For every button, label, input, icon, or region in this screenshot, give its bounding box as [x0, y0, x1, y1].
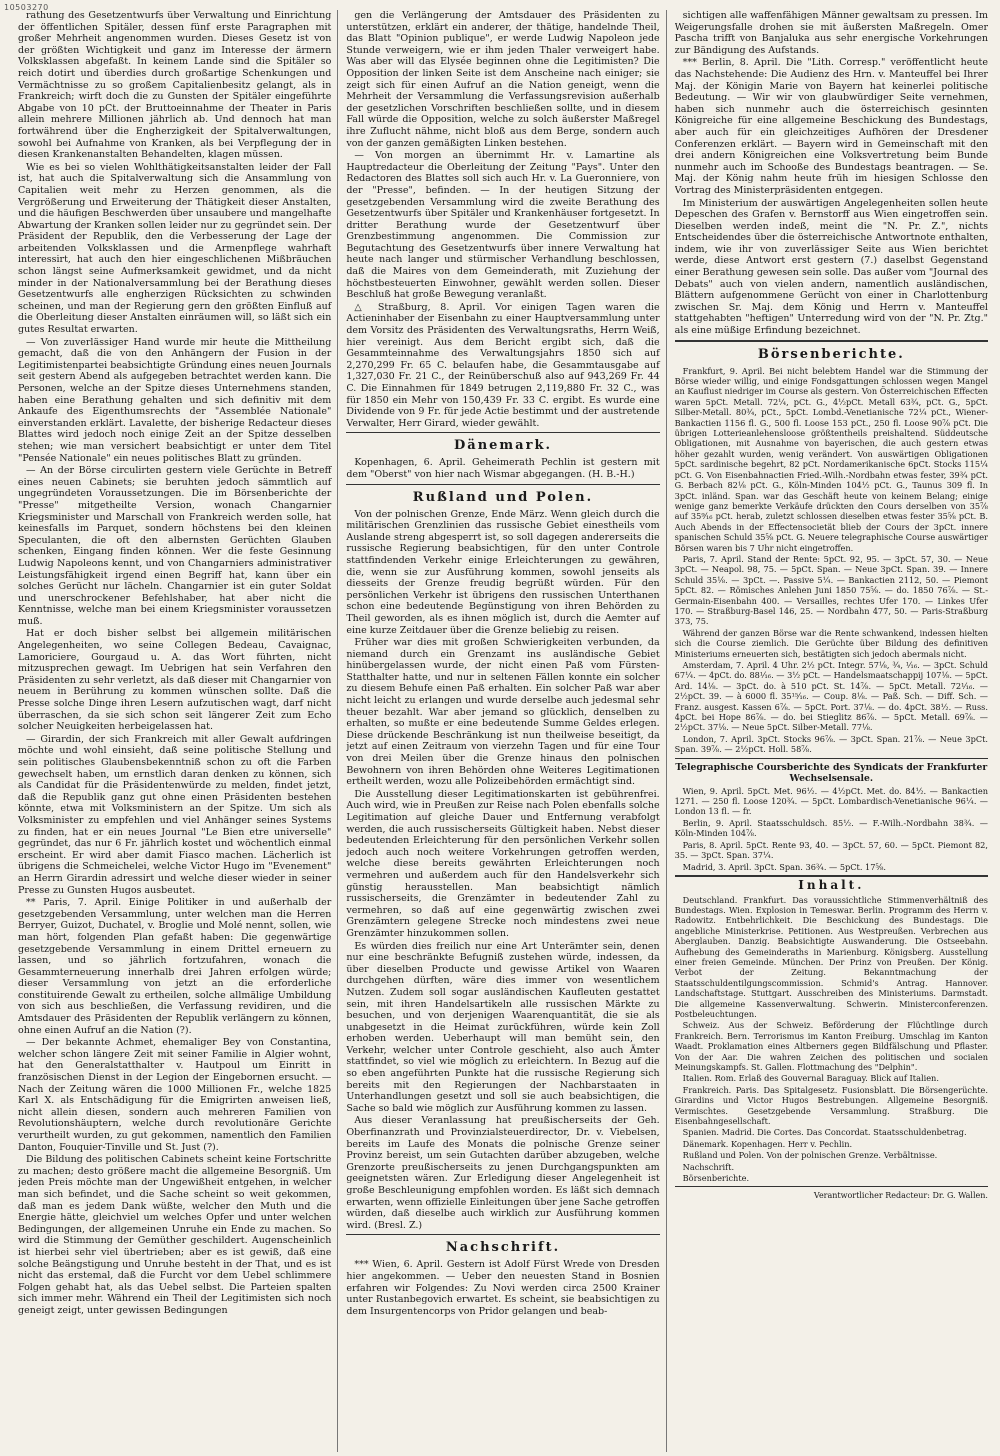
telegraph-heading: Telegraphische Coursberichte des Syndicats der Frankfurter Wechselsensale.	[675, 761, 988, 784]
paragraph: — An der Börse circulirten gestern viele Gerüchte in Betreff eines neuen Cabinets; sie beruhten jedoch sämmtlich auf ungegründeten Voraussetzungen. Die im Börsenberichte der "Presse" mitgetheilte Version, wonach Changarnier Kriegsminister und Marschall von Frankreich werden solle, hat keinesfalls im Parquet, sondern höchstens bei den kleinen Speculanten, die oft den albernsten Gerüchten Glauben schenken, Eingang finden können. Wer die feste Gesinnung Ludwig Napoleons kennt, und von Changarniers administrativer Leistungsfähigkeit irgend einen Begriff hat, kann über ein solches Gerücht nur lächeln. Changarnier ist ein guter Soldat und unerschrockener Befehlshaber, hat aber nicht die Kenntnisse, welche man bei einem Kriegsminister voraussetzen muß.	[18, 465, 332, 627]
contents-heading: Inhalt.	[798, 877, 865, 892]
column-2	[346, 10, 666, 1452]
editor-line: Verantwortlicher Redacteur: Dr. G. Wallen.	[813, 1191, 988, 1201]
divider	[346, 1234, 659, 1235]
paragraph: Die Bildung des politischen Cabinets scheint keine Fortschritte zu machen; desto größere macht die allgemeine Besorgniß. Um jeden Preis möchte man der Ungewißheit entgehen, in welcher man sich befindet, und die Sache scheint so weit gekommen, daß man es jedem Dank wüßte, welcher den Muth und die Energie hätte, gleichviel um welches Opfer und unter welchen Bedingungen, der allgemeinen Unruhe ein Ende zu machen. So wird die Stimmung der Gemüther geschildert. Augenscheinlich ist hierbei sehr viel übertrieben; aber es ist gewiß, daß eine solche Beängstigung und Unruhe besteht in der That, und es ist nicht das erstemal, daß die Furcht vor dem Uebel schlimmere Folgen gehabt hat, als das Uebel selbst. Die Parteien spalten sich immer mehr. Während ein Theil der Legitimisten sich noch geneigt zeigt, unter gewissen Bedingungen	[18, 1154, 332, 1316]
page-id: 10503270	[4, 3, 49, 12]
paragraph: Hat er doch bisher selbst bei allgemein militärischen Angelegenheiten, wo seine Collegen Bedeau, Cavaignac, Lamoriciere, Gourgaud u. A. das Wort führten, nicht mitzusprechen gewagt. Im Uebrigen hat sein Verfahren den Präsidenten zu sehr verletzt, als daß dieser mit Changarnier von neuem in Berührung zu kommen wünschen sollte. Daß die Presse solche Dinge ihren Lesern aufzutischen wagt, darf nicht überraschen, da sie sich schon seit längerer Zeit zum Echo solcher Neuigkeiten herbeigelassen hat.	[18, 628, 332, 733]
paragraph: Die Ausstellung dieser Legitimationskarten ist gebührenfrei. Auch wird, wie in Preußen zur Reise nach Polen ebenfalls solche Legitimation auf gleiche Dauer und Entfernung verabfolgt werden, die auch russischerseits Gültigkeit haben. Nebst dieser bedeutenden Erleichterung für den persönlichen Verkehr sollen jedoch auch noch weitere Vorkehrungen getroffen werden, welche diese bereits gewährten Erleichterungen noch vermehren und außerdem auch für den Handelsverkehr sich günstig herausstellen. Man beabsichtigt nämlich russischerseits, die Grenzämter in bedeutender Zahl zu vermehren, so daß auf eine gegenwärtig zwischen zwei Grenzämtern gelegene Strecke noch mindestens zwei neue Grenzämter hinzukommen sollen.	[346, 788, 660, 939]
paragraph: sichtigen alle waffenfähigen Männer gewaltsam zu pressen. Im Weigerungsfalle drohen sie mit äußersten Maßregeln. Omer Pascha trifft von Banjaluka aus sehr energische Vorkehrungen zur Bändigung des Aufstands.	[674, 10, 988, 56]
paragraph: rathung des Gesetzentwurfs über Verwaltung und Einrichtung der öffentlichen Spitäler, dessen fünf erste Paragraphen mit großer Mehrheit angenommen wurden. Dieses Gesetz ist von der größten Wichtigkeit und ganz im Interesse der ärmern Volksklassen abgefaßt. In keinem Lande sind die Spitäler so reich dotirt und überdies durch großartige Schenkungen und Vermächtnisse zu so großem Capitalienbesitz gelangt, als in Frankreich; wirft doch die zu Gunsten der Spitäler eingeführte Abgabe von 10 pCt. der Bruttoeinnahme der Theater in Paris allein mehrere Millionen jährlich ab. Und dennoch hat man fortwährend über die Engherzigkeit der Spitalverwaltungen, sowohl bei Aufnahme von Kranken, als bei Verpflegung der in diesen Krankenanstalten Behandelten, klagen müssen.	[18, 10, 332, 161]
paragraph: Wien, 9. April. 5pCt. Met. 96½. — 4½pCt. Met. do. 84½. — Bankactien 1271. — 250 fl. Loose 120¾. — 5pCt. Lombardisch-Venetianische 96¼. — London 13 fl. — fr.	[674, 785, 988, 817]
paragraph: Es würden dies freilich nur eine Art Unterämter sein, denen nur eine beschränkte Befugniß zustehen würde, indessen, da über dieselben Producte und gewisse Artikel von Waaren durchgehen dürften, wäre dies immer von wesentlichem Nutzen. Zudem soll sogar ausländischen Kaufleuten gestattet sein, mit ihren Handelsartikeln alle russischen Märkte zu besuchen, und von derjenigen Waarenquantität, die sie als unabgesetzt in die Heimat zurückführen, würde kein Zoll erhoben werden. Ueberhaupt will man bemüht sein, den Verkehr, welcher unter Controle geschieht, also auch Ämter stattfindet, so viel wie möglich zu erleichtern. In Bezug auf die so eben angeführten Punkte hat die russische Regierung sich bereits mit den Regierungen der Nachbarstaaten in Unterhandlungen gesetzt und soll sie auch beabsichtigen, die Sache so bald wie möglich zur Ausführung kommen zu lassen.	[346, 940, 660, 1114]
paragraph: Von der polnischen Grenze, Ende März. Wenn gleich durch die militärischen Grenzlinien das russische Gebiet einestheils vom Auslande streng abgesperrt ist, so soll dagegen andererseits die russische Regierung beabsichtigen, für den unter Controle stattfindenden Verkehr einige Erleichterungen zu gewähren, die, wenn sie zur Ausführung kommen, sowohl jenseits als diesseits der Grenze freudig begrüßt würden. Für den persönlichen Verkehr ist übrigens den russischen Unterthanen schon eine bedeutende Begünstigung von ihren Behörden zu Theil geworden, als es ihnen möglich ist, durch die Aemter auf eine kurze Zeitdauer über die Grenze beliebig zu reisen.	[346, 508, 660, 636]
section-heading-daenemark: Dänemark.	[454, 438, 552, 454]
contents-entry: Schweiz. Aus der Schweiz. Beförderung der Flüchtlinge durch Frankreich. Bern. Terrorismus im Kanton Freiburg. Umschlag im Kanton Waadt. Proklamation eines Altberners gegen Bildfälschung und Pflaster. Von der Aar. Die wahren Zeichen des politischen und socialen Meinungskampfs. St. Gallen. Flottmachung des "Delphin".	[674, 1020, 988, 1072]
paragraph: London, 7. April. 3pCt. Stocks 96⅞. — 3pCt. Span. 21⅞. — Neue 3pCt. Span. 39⅞. — 2½pCt. Holl. 58⅞.	[674, 733, 988, 755]
contents-entry: Dänemark. Kopenhagen. Herr v. Pechlin.	[682, 1138, 853, 1149]
section-heading-russland: Rußland und Polen.	[412, 489, 594, 505]
paragraph: gen die Verlängerung der Amtsdauer des Präsidenten zu unterstützen, erklärt ein anderer, der thätige, handelnde Theil, das Blatt "Opinion publique", er werde Ludwig Napoleon jede Stunde verweigern, wie er ihm jeden Thaler verweigert habe. Was aber will das Elysée beginnen ohne die Legitimisten? Die Opposition der linken Seite ist dem Anscheine nach einiger; sie zeigt sich für einen Aufruf an die Nation geneigt, wenn die Mehrheit der Versammlung die Verfassungsrevision außerhalb der gesetzlichen Vorschriften beschließen sollte, und in diesem Fall würde die Opposition, welche zu solch äußerster Maßregel ihre Zuflucht nähme, nicht bloß aus dem Berge, sondern auch von der ganzen gemäßigten Linken bestehen.	[346, 10, 660, 149]
column-3	[675, 10, 988, 1452]
paragraph: Im Ministerium der auswärtigen Angelegenheiten sollen heute Depeschen des Grafen v. Bernstorff aus Wien eingetroffen sein. Dieselben werden indeß, meint die "N. Pr. Z.", nichts Entscheidendes über die österreichische Antwortnote enthalten, indem, wie ihr von zuverlässiger Seite aus Wien berichtet werde, diese Antwort erst gestern (7.) daselbst Gegenstand einer Berathung gewesen sein solle. Das außer vom "Journal des Debats" auch von vielen andern, namentlich ausländischen, Blättern aufgenommene Gerücht von einer in Charlottenburg zwischen Sr. Maj. dem König und Herrn v. Manteuffel stattgehabten "heftigen" Unterredung wird von der "N. Pr. Ztg." als eine müßige Erfindung bezeichnet.	[674, 197, 988, 337]
paragraph: *** Berlin, 8. April. Die "Lith. Corresp." veröffentlicht heute das Nachstehende: Die Audienz des Hrn. v. Manteuffel bei Ihrer Maj. der Königin Marie von Bayern hat keinerlei politische Bedeutung. — Wir wir von glaubwürdiger Seite vernehmen, haben sich nunmehr auch die österreichisch gesinnten Königreiche für eine allgemeine Beschickung des Bundestags, aber auch für ein gleichzeitiges Aufhören der Dresdener Conferenzen erklärt. — Bayern wird in Gemeinschaft mit den drei andern Königreichen eine Volksvertretung beim Bunde nunmehr auch im Schooße des Bundestags beantragen. — Se. Maj. der König nahm heute früh im hiesigen Schlosse den Vortrag des Ministerpräsidenten entgegen.	[674, 57, 988, 196]
contents-entry: Frankreich. Paris. Das Spitalgesetz. Fusionsblatt. Die Börsengerüchte. Girardins und Victor Hugos Bestrebungen. Allgemeine Besorgniß. Vermischtes. Gesetzgebende Versammlung. Straßburg. Die Eisenbahngesellschaft.	[674, 1084, 988, 1127]
paragraph: *** Wien, 6. April. Gestern ist Adolf Fürst Wrede von Dresden hier angekommen. — Ueber den neuesten Stand in Bosnien erfahren wir Folgendes: Zu Novi werden circa 2500 Krainer unter Rustanbegovich erwartet. Es scheint, sie beabsichtigen zu dem Insurgentencorps von Pridor gelangen und beab-	[346, 1259, 660, 1317]
contents-entry: Deutschland. Frankfurt. Das voraussichtliche Stimmenverhältniß des Bundestags. Wien. Explosion in Temeswar. Berlin. Programm des Herrn v. Radowitz. Entbehrlichkeit. Die Beschickung des Bundestags. Die angebliche Ministerkrise. Petitionen. Aus Westpreußen. Verbrechen aus Aberglauben. Danzig. Beabsichtigte Auswanderung. Die Ostseebahn. Aufhebung des Gemeinderaths in Marienburg. Königsberg. Ausstellung einer freien Gemeinde. München. Der Prinz von Preußen. Der König. Verbot der Zeitung. Bekanntmachung der Staatsschuldentilgungscommission. Schmid's Antrag. Hannover. Landschaftstage. Stuttgart. Ausschreiben des Ministeriums. Darmstadt. Die allgemeine Kassenverwaltung. Schwerin. Ministerconferenzen. Postbeleuchtungen.	[674, 894, 988, 1019]
contents-entry: Börsenberichte.	[682, 1173, 750, 1184]
paragraph: Paris, 7. April. Stand der Rente: 5pCt. 92, 95. — 3pCt. 57, 30. — Neue 3pCt. — Neapol. 98, 75. — 5pCt. Span. — Neue 3pCt. Span. 39. — Innere Schuld 35⅛. — 3pCt. —. Passive 5¼. — Bankactien 2112, 50. — Piemont 5pCt. 82. — Römisches Anlehen Juni 1850 75⅝. — do. 1850 76⅞. — St.-Germain-Eisenbahn 400. — Versailles, rechtes Ufer 170. — Linkes Ufer 170. — Straßburg-Basel 146, 25. — Nordbahn 477, 50. — Paris-Straßburg 373, 75.	[674, 553, 988, 627]
divider	[675, 758, 988, 759]
section-heading-boerse: Börsenberichte.	[757, 346, 905, 362]
paragraph: Aus dieser Veranlassung hat preußischerseits der Geh. Oberfinanzrath und Provinzialsteuerdirector, Dr. v. Viebelsen, bereits im Laufe des Monats die polnische Grenze seiner Provinz bereist, um sein Gutachten darüber abzugeben, welche Grenzorte preußischerseits zu jenen Durchgangspunkten am geeignetsten wären. Zur Erledigung dieser Angelegenheit ist große Beschleunigung empfohlen worden. Es läßt sich demnach erwarten, wenn offizielle Einleitungen über jene Sache getroffen würden, daß dieselbe auch wirklich zur Ausführung kommen wird. (Bresl. Z.)	[346, 1115, 660, 1231]
divider	[675, 340, 988, 342]
paragraph: △ Straßburg, 8. April. Vor einigen Tagen waren die Actieninhaber der Eisenbahn zu einer Hauptversammlung unter dem Vorsitz des Präsidenten des Verwaltungsraths, Herrn Weiß, hier vereinigt. Aus dem Bericht ergibt sich, daß die Gesammteinnahme des Verwaltungsjahrs 1850 sich auf 2,270,299 Fr. 65 C. belaufen habe, die Gesammtausgabe auf 1,327,030 Fr. 21 C., der Reinüberschuß also auf 943,269 Fr. 44 C. Die Einnahmen für 1849 betrugen 2,119,880 Fr. 32 C., was für 1850 ein Mehr von 150,439 Fr. 33 C. ergibt. Es wurde eine Dividende von 9 Fr. für jede Actie bestimmt und der austretende Verwalter, Herr Girard, wieder gewählt.	[346, 301, 660, 429]
paragraph: — Girardin, der sich Frankreich mit aller Gewalt aufdringen möchte und wohl einsieht, daß seine politische Stellung und sein politisches Glaubensbekenntniß schon zu oft die Farben gewechselt haben, um ernstlich daran denken zu können, sich als Candidat für die Präsidentenwürde zu melden, findet jetzt, daß die Republik ganz gut ohne einen Präsidenten bestehen könnte, etwa mit Volksministern an der Spitze. Um sich als Volksminister zu empfehlen und viel Anhänger seines Systems zu finden, hat er ein neues Journal "Le Bien etre universelle" gegründet, das nur 6 Fr. jährlich kostet und wöchentlich einmal erscheint. Er wird aber damit Fiasco machen. Lächerlich ist übrigens die Schmeichelei, welche Victor Hugo im "Evenement" an Herrn Girardin adressirt und welche dieser wieder in seiner Presse zu Gunsten Hugos ausbeutet.	[18, 733, 332, 896]
paragraph: ** Paris, 7. April. Einige Politiker in und außerhalb der gesetzgebenden Versammlung, unter welchen man die Herren Berryer, Guizot, Duchatel, v. Broglie und Molé nennt, sollen, wie man hört, folgenden Plan gefaßt haben: Die gegenwärtige gesetzgebende Versammlung in einem Drittel erneuern zu lassen, und so jährlich fortzufahren, wonach die Gesammterneuerung innerhalb drei Jahren erfolgen würde; dieser Versammlung von jetzt an die erforderliche constituirende Gewalt zu ertheilen, solche allmälige Umbildung von sich aus beschließen, die Verfassung revidiren, und die Amtsdauer des Präsidenten der Republik verlängern zu können, ohne einen Aufruf an die Nation (?).	[18, 897, 332, 1036]
contents-entry: Rußland und Polen. Von der polnischen Grenze. Verbältnisse.	[682, 1150, 938, 1161]
paragraph: Während der ganzen Börse war die Rente schwankend, indessen hielten sich die Course ziemlich. Die Gerüchte über Bildung des definitiven Ministeriums erneuerten sich, bestätigten sich jedoch abermals nicht.	[674, 627, 988, 659]
section-heading-nachschrift: Nachschrift.	[445, 1240, 561, 1256]
column-1	[18, 10, 338, 1452]
divider	[675, 1186, 988, 1187]
paragraph: — Der bekannte Achmet, ehemaliger Bey von Constantina, welcher schon längere Zeit mit seiner Familie in Algier wohnt, hat den Generalstatthalter v. Hautpoul um Einritt in französischen Dienst in der Legion der Eingebornen ersucht. — Nach der Zeitung wären die 1000 Millionen Fr., welche 1825 Karl X. als Entschädigung für die Emigrirten anweisen ließ, nicht allein diesen, sondern auch mehreren Familien von Revolutionshäuptern, welche durch revolutionäre Gerichte verurtheilt wurden, zu gut gekommen, namentlich den Familien Danton, Fouquier-Tinville und St. Just (?).	[18, 1037, 332, 1153]
divider	[675, 875, 988, 877]
paragraph: — Von zuverlässiger Hand wurde mir heute die Mittheilung gemacht, daß die von den Anhängern der Fusion in der Legitimistenpartei beabsichtigte Gründung eines neuen Journals seit gestern Abend als aufgegeben betrachtet werden kann. Die Personen, welche an der Spitze dieses Unternehmens standen, haben eine Berathung gehalten und sich definitiv mit dem Ankaufe des Eigenthumsrechts der "Assemblée Nationale" einverstanden erklärt. Lavalette, der bisherige Redacteur dieses Blattes wird jedoch noch einige Zeit an der Spitze desselben stehen; wie man versichert beabsichtigt er unter dem Titel "Pensée Nationale" ein neues politisches Blatt zu gründen.	[18, 336, 332, 464]
divider	[346, 484, 659, 485]
paragraph: Madrid, 3. April. 3pCt. Span. 36¾. — 5pCt. 17⅝.	[682, 861, 887, 872]
paragraph: Paris, 8. April. 5pCt. Rente 93, 40. — 3pCt. 57, 60. — 5pCt. Piemont 82, 35. — 3pCt. Span. 37¼.	[674, 839, 988, 861]
paragraph: — Von morgen an übernimmt Hr. v. Lamartine als Hauptredacteur die Oberleitung der Zeitung "Pays". Unter den Redactoren des Blattes soll sich auch Hr. v. La Gueronniere, von der "Presse", befinden. — In der heutigen Sitzung der gesetzgebenden Versammlung wird die zweite Berathung des Gesetzentwurfs über Spitäler und Krankenhäuser fortgesetzt. In dritter Berathung wurde der Gesetzentwurf über Grenzbestimmung angenommen. Die Commission zur Begutachtung des Gesetzentwurfs über innere Verwaltung hat heute nach langer und stürmischer Verhandlung beschlossen, daß die Maires von dem Gemeinderath, mit Zuziehung der höchstbesteuerten Einwohner, gewählt werden sollen. Dieser Beschluß hat große Bewegung veranlaßt.	[346, 150, 660, 301]
paragraph: Kopenhagen, 6. April. Geheimerath Pechlin ist gestern mit dem "Oberst" von hier nach Wismar abgegangen. (H. B.-H.)	[346, 457, 660, 480]
paragraph: Früher war dies mit großen Schwierigkeiten verbunden, da niemand durch ein Grenzamt ins ausländische Gebiet hinübergelassen wurde, der nicht einen Paß vom Fürsten-Statthalter hatte, und nur in seltenen Fällen konnte ein solcher zu diesem Behufe einen Paß erhalten. Ein solcher Paß war aber nicht leicht zu erlangen und wurde derselbe auch jedesmal sehr theuer bezahlt. War aber jemand so glücklich, denselben zu erhalten, so mußte er eine bedeutende Summe Geldes erlegen. Diese drückende Beschränkung ist nun theilweise beseitigt, da jetzt auf einen Zeitraum von vierzehn Tagen und für eine Tour von drei Meilen über die Grenze hinaus den polnischen Bewohnern von ihren Behörden ohne Weiteres Legitimationen ertheilt werden, wozu alle Polizeibehörden ermächtigt sind.	[346, 637, 660, 788]
paragraph: Wie es bei so vielen Wohlthätigkeitsanstalten leider der Fall ist, hat auch die Spitalverwaltung sich die Ansammlung von Capitalien weit mehr zu Herzen genommen, als die Vergrößerung und Erweiterung der Thätigkeit dieser Anstalten, und die häufigen Beschwerden über unsaubere und mangelhafte Abwartung der Kranken sollen leider nur zu gegründet sein. Der Präsident der Republik, den die Verbesserung der Lage der arbeitenden Volksklassen und die Armenpflege wahrhaft interessirt, hat auch den hier eingeschlichenen Mißbräuchen schon längst seine Aufmerksamkeit gewidmet, und da nicht minder in der Nationalversammlung bei der Berathung dieses Gesetzentwurfs alle engherzigen Rücksichten zu schwinden scheinen, und man der Regierung gern den größten Einfluß auf die Oberleitung dieser Anstalten einräumen will, so läßt sich ein gutes Resultat erwarten.	[18, 161, 332, 336]
contents-entry: Nachschrift.	[682, 1161, 735, 1172]
paragraph: Amsterdam, 7. April. 4 Uhr. 2½ pCt. Integr. 57⅛, ¾, ¹⁄₁₆. — 3pCt. Schuld 67¼. — 4pCt. do. 88¹⁄₁₆. — 3½ pCt. — Handelsmaatschappij 107⅛. — 5pCt. Ard. 14⅛. — 3pCt. do. à 510 pCt. St. 14⅞. — 5pCt. Metall. 72¹⁄₁₆. — 2½pCt. 39. — à 6000 fl. 35¹⁵⁄₁₆. — Coup. 8⅛. — Paß. Sch. — Diff. Sch. — Franz. ausgest. Kassen 6⅞. — 5pCt. Port. 37⅛. — do. 4pCt. 38½. — Russ. 4pCt. bei Hope 86⅞. — do. bei Stieglitz 86⅞. — 5pCt. Metall. 69⅞. — 2½pCt. 37⅛. — Neue 5pCt. Silber-Metall. 77⅛.	[674, 660, 988, 733]
contents-entry: Italien. Rom. Erlaß des Gouvernal Baraguay. Blick auf Italien.	[682, 1073, 939, 1084]
columns	[18, 10, 988, 1452]
paragraph: Frankfurt, 9. April. Bei nicht belebtem Handel war die Stimmung der Börse wieder willig, und einige Fondsgattungen schlossen wegen Mangel an Kauflust niedriger im Course als gestern. Von Österreichischen Effecten waren 5pCt. Metall. 72¼, pCt. G., 4½pCt. Metall 63¾, pCt. G., 5pCt. Silber-Metall. 80¾, pCt., 5pCt. Lombd.-Venetianische 72¼ pCt., Wiener-Bankactien 1156 fl. G., 500 fl. Loose 153 pCt., 250 fl. Loose 90⅞ pCt. Die übrigen Lotterieanlehensloose größtentheils preishaltend. Süddeutsche Obligationen, mit Ausnahme von bayerischen, die auch gestern etwas höher gezahlt wurden, wenig verändert. Von auswärtigen Obligationen 5pCt. sardinische begehrt, 82 pCt. Nordamerikanische 6pCt. Stocks 115¼ pCt. G. Von Eisenbahnactien Fried.-Wilh.-Nordbahn etwas fester, 39¾ pCt. G. Berbach 82⅛ pCt. G., Köln-Minden 104½ pCt. G., Taunus 309 fl. In 3pCt. inländ. Span. war das Geschäft heute von keinem Belang; einige wenige ganz bemerkte Verkäufe drückten den Cours derselben von 35⅞ auf 35⁹⁄₁₆ pCt. herab, zuletzt schlossen dieselben etwas fester 35⅝ pCt. B. Auch Abends in der Effectensocietät blieb der Cours der 3pCt. innere spanischen Schuld 35⅝ pCt. G. Neuere telegraphische Course auswärtiger Börsen waren bis 7 Uhr nicht eingetroffen.	[674, 365, 988, 553]
contents-entry: Spanien. Madrid. Die Cortes. Das Concordat. Staatsschuldenbetrag.	[682, 1127, 967, 1138]
paragraph: Berlin, 9. April. Staatsschuldsch. 85½. — F.-Wilh.-Nordbahn 38¾. — Köln-Minden 104⅞.	[674, 817, 988, 839]
divider	[346, 432, 659, 433]
